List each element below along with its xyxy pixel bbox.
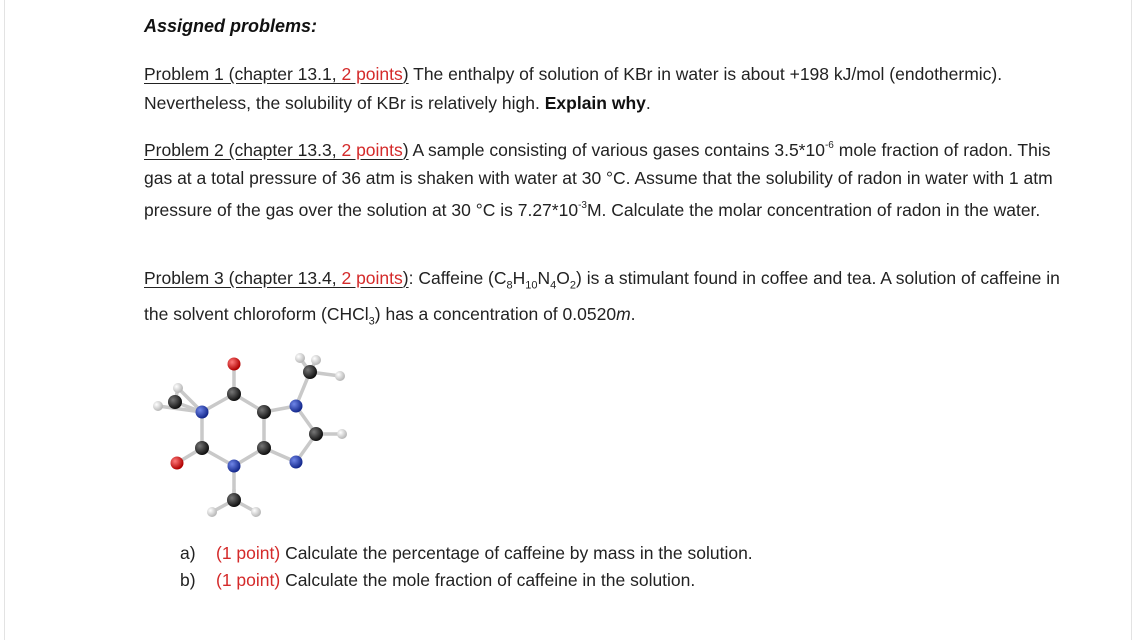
subquestion-b-label: b) [180, 570, 196, 590]
subquestion-b [180, 570, 695, 591]
problem-3-points: 2 points [341, 268, 403, 288]
subquestion-a-text: Calculate the percentage of caffeine by mass in the solution. [280, 543, 753, 563]
problem-1-reference: Problem 1 (chapter 13.1, 2 points) [144, 64, 409, 84]
problem-1-instruction: Explain why [544, 92, 646, 113]
page-left-edge [4, 0, 5, 640]
page-heading: Assigned problems: [144, 16, 318, 36]
subquestion-b-text: Calculate the mole fraction of caffeine in the solution. [280, 570, 696, 590]
problem-3-reference: Problem 3 (chapter 13.4, 2 points) [144, 268, 409, 288]
nitrogen-atoms [196, 400, 303, 473]
page-right-edge [1131, 0, 1132, 640]
problem-3: Problem 3 (chapter 13.4, 2 points): Caffeine $(C_8H_{10}N_4O_2)$ is a stimulant found in coffee and tea. A solution of caffeine in the solvent chloroform (CHCl$_3$) has a concentration of 0.0520m. [144, 268, 1060, 328]
problem-1-points: 2 points [341, 64, 403, 84]
subquestion-a-points: (1 point) [216, 543, 281, 563]
subquestion-a-label: a) [180, 543, 196, 563]
subquestion-a [180, 543, 753, 564]
carbon-atoms [168, 365, 323, 507]
problem-2-points: 2 points [341, 139, 403, 160]
caffeine-molecule-model [150, 350, 350, 530]
problem-1: Problem 1 (chapter 13.1, 2 points) The enthalpy of solution of KBr in water is about +198 kJ/mol (endothermic). Nevertheless, the solubility of KBr is relatively high. Explain why. [144, 64, 1003, 113]
problem-2: Problem 2 (chapter 13.3, 2 points) A sample consisting of various gases contains $3.5*10^{-6}$ mole fraction of radon. This gas at a total pressure of 36 atm is shaken with water at 30 °C. Assume that the solubility of radon in water with 1 atm pressure of the gas over the solution at 30 °C is $7.27*10^{-3}M$. Calculate the molar concentration of radon in the water. [144, 139, 1053, 220]
subquestion-b-points: (1 point) [216, 570, 281, 590]
problem-2-reference: Problem 2 (chapter 13.3, 2 points) [144, 139, 409, 160]
